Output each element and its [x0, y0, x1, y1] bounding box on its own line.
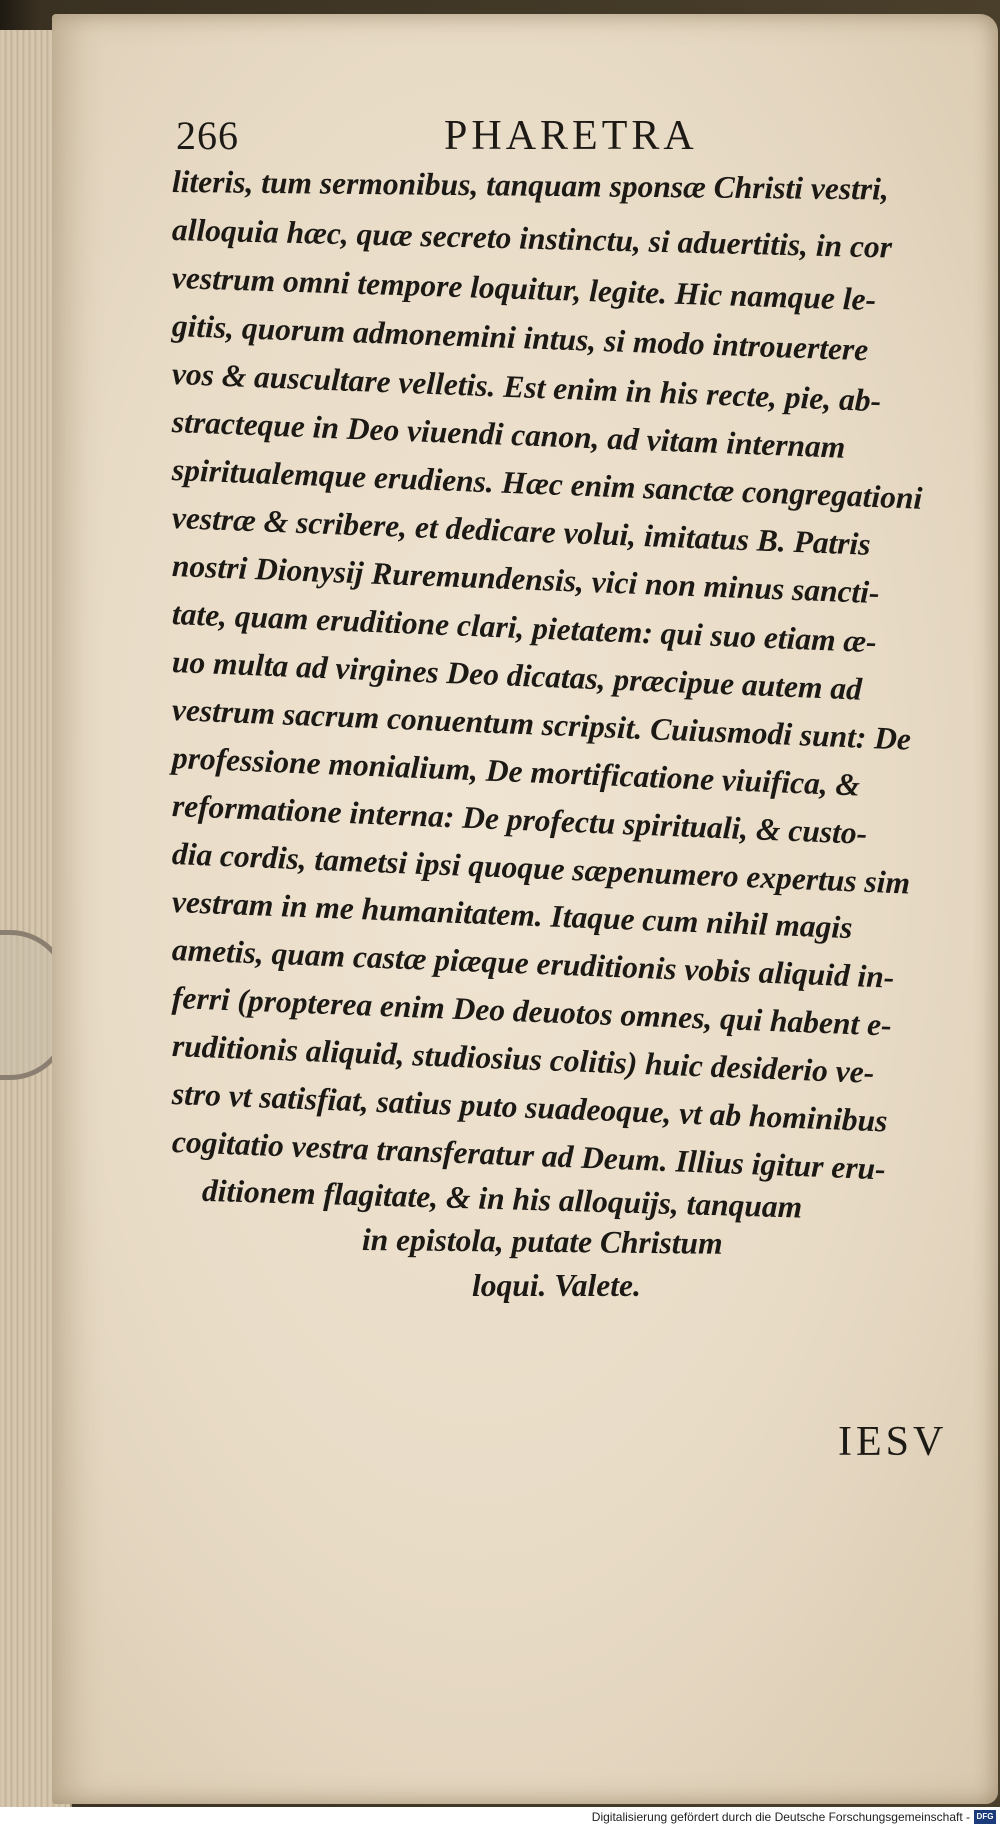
page-header — [120, 112, 800, 162]
body-text — [172, 158, 972, 1310]
text-line: ametis, quam castæ piæque eruditionis vobis aliquid in- — [171, 932, 895, 995]
text-line: reformatione interna: De profectu spirituali, & custo- — [171, 788, 868, 851]
text-line: cogitatio vestra transferatur ad Deum. Illius igitur eru- — [171, 1124, 887, 1187]
text-line: vestram in me humanitatem. Itaque cum nihil magis — [171, 884, 854, 946]
text-line: alloquia hæc, quæ secreto instinctu, si aduertitis, in cor — [171, 212, 893, 265]
text-line: tate, quam eruditione clari, pietatem: qui suo etiam æ- — [171, 596, 878, 660]
text-line: spiritualemque erudiens. Hæc enim sanctæ congregationi — [171, 452, 923, 516]
text-line: dia cordis, tametsi ipsi quoque sæpenumero expertus sim — [171, 836, 911, 901]
text-line: vestrum sacrum conuentum scripsit. Cuiusmodi sunt: De — [171, 692, 912, 757]
text-line: professione monialium, De mortificatione viuifica, & — [171, 740, 861, 803]
text-line: vos & auscultare velletis. Est enim in his recte, pie, ab- — [171, 356, 882, 419]
text-line: loqui. Valete. — [472, 1268, 641, 1303]
text-line: in epistola, putate Christum — [361, 1221, 723, 1261]
text-line: literis, tum sermonibus, tanquam sponsæ Christi vestri, — [171, 164, 889, 207]
text-line: vestrum omni tempore loquitur, legite. Hic namque le- — [171, 260, 877, 318]
text-line: ferri (propterea enim Deo deuotos omnes, qui habent e- — [171, 980, 893, 1043]
page-number: 266 — [176, 113, 239, 158]
text-line: gitis, quorum admonemini intus, si modo introuertere — [171, 308, 869, 368]
text-line: stro vt satisfiat, satius puto suadeoque, vt ab hominibus — [171, 1076, 889, 1139]
text-line: ditionem flagitate, & in his alloquijs, tanquam — [201, 1172, 803, 1225]
text-line: nostri Dionysij Ruremundensis, vici non minus sancti- — [171, 548, 881, 611]
dfg-logo: DFG — [974, 1810, 996, 1824]
running-title: PHARETRA — [444, 113, 698, 159]
text-line: uo multa ad virgines Deo dicatas, præcipue autem ad — [171, 644, 863, 707]
catchword: IESV — [838, 1419, 948, 1465]
footer-credit: Digitalisierung gefördert durch die Deutsche Forschungsgemeinschaft - — [591, 1810, 970, 1824]
digitization-footer — [0, 1807, 1000, 1829]
text-line: stracteque in Deo viuendi canon, ad vitam internam — [171, 404, 846, 465]
text-line: ruditionis aliquid, studiosius colitis) huic desiderio ve- — [171, 1028, 875, 1090]
text-line: vestræ & scribere, et dedicare volui, imitatus B. Patris — [171, 500, 872, 562]
